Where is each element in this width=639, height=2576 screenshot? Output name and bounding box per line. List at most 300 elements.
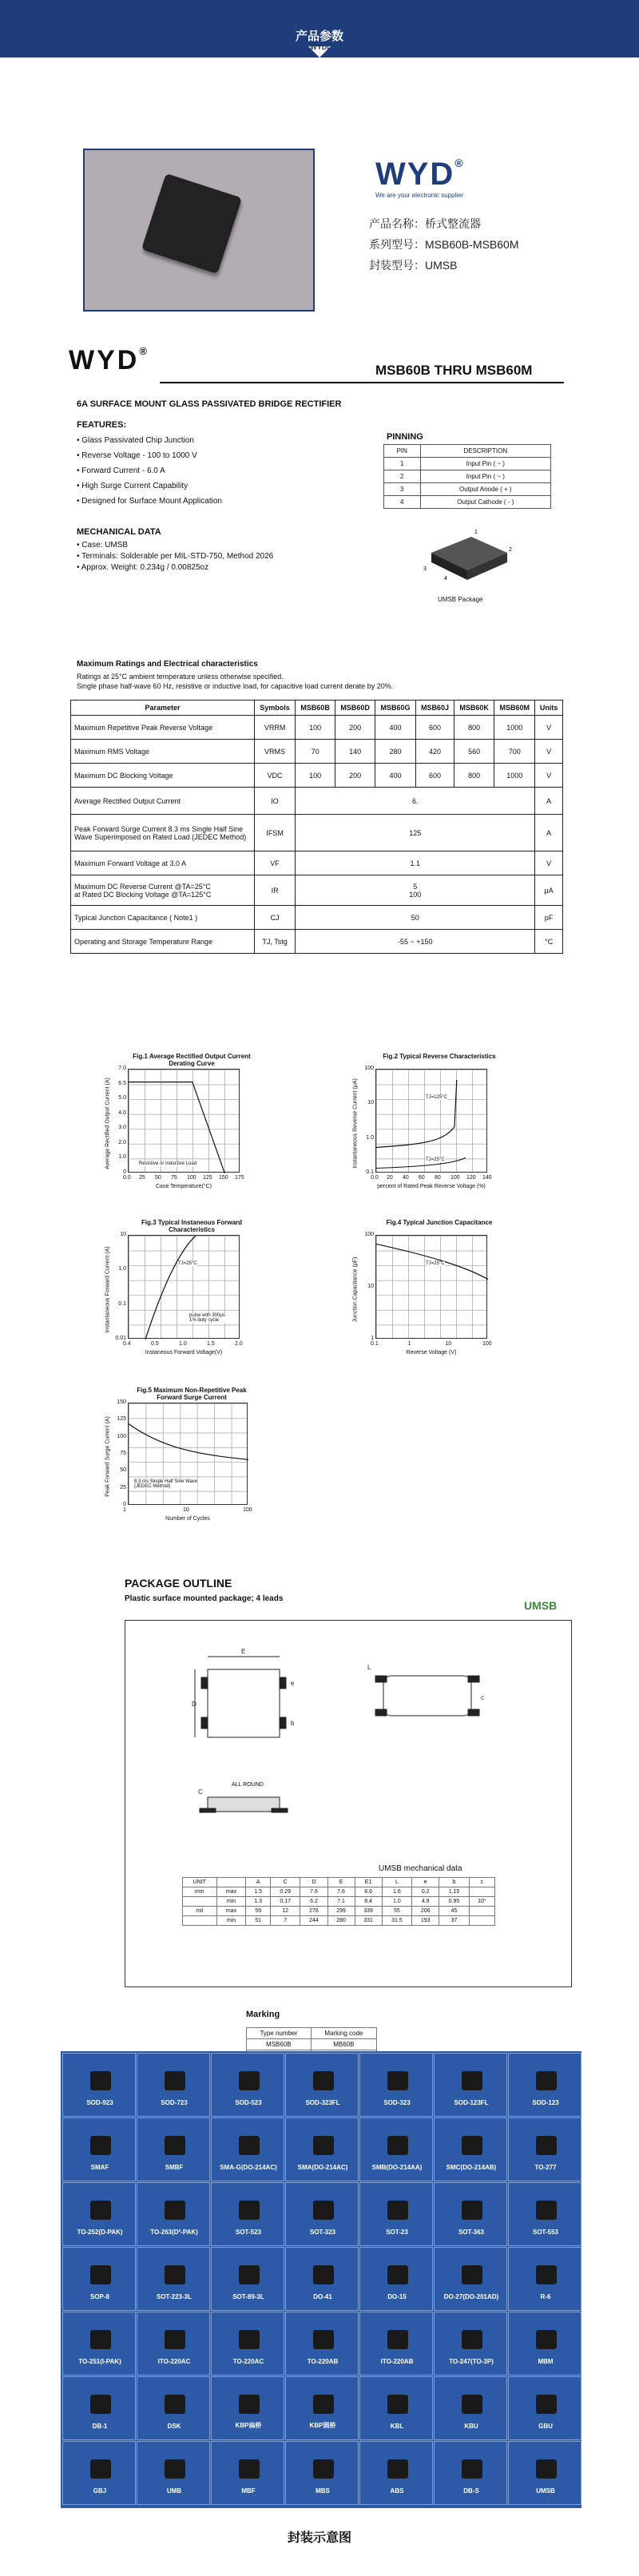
dims-cell: 4.9 — [412, 1897, 439, 1907]
symbol-cell: IO — [255, 788, 296, 815]
param-cell: Peak Forward Surge Current 8.3 ms Single Half Sine Wave Superimposed on Rated Load (JEDEC Method) — [71, 815, 255, 851]
pin-number: 2 — [384, 470, 421, 483]
package-icon — [536, 2330, 557, 2349]
graph-curve — [376, 1236, 488, 1340]
feature-item: • Reverse Voltage - 100 to 1000 V — [77, 451, 197, 460]
y-tick: 0.1 — [118, 1300, 126, 1307]
symbol-cell: TJ, Tstg — [255, 930, 296, 954]
package-name: SOT-523 — [235, 2229, 261, 2236]
dims-cell: 1.5 — [246, 1887, 270, 1897]
ratings-row — [71, 906, 563, 930]
curve-line — [376, 1158, 466, 1169]
x-tick: 150 — [219, 1175, 228, 1181]
package-name: TO-220AB — [307, 2358, 339, 2365]
dims-cell — [183, 1897, 217, 1907]
package-icon — [462, 2201, 482, 2220]
outline-subtitle: Plastic surface mounted package; 4 leads — [125, 1594, 284, 1603]
y-tick: 125 — [117, 1416, 126, 1423]
package-cell — [285, 2118, 359, 2181]
value-cell: 400 — [375, 764, 416, 788]
dims-cell: 280 — [327, 1916, 355, 1926]
package-name: SMA-G(DO-214AC) — [220, 2164, 277, 2171]
package-icon — [387, 2395, 408, 2414]
package-cell — [359, 2312, 433, 2376]
package-icon — [165, 2201, 185, 2220]
package-icon — [239, 2330, 260, 2349]
package-cell — [285, 2312, 359, 2376]
package-name: UMB — [166, 2487, 182, 2495]
ratings-header-cell: Parameter — [71, 701, 255, 716]
dims-cell: 8.6 — [355, 1887, 382, 1897]
package-name: TO-220AC — [232, 2358, 264, 2365]
symbol-cell: IFSM — [255, 815, 296, 851]
dims-cell: 339 — [355, 1907, 382, 1916]
graph-title: Fig.4 Typical Junction Capacitance — [386, 1219, 493, 1226]
x-tick: 10 — [183, 1507, 189, 1513]
dims-cell: 244 — [300, 1916, 327, 1926]
package-cell — [62, 2182, 136, 2246]
y-tick: 0 — [123, 1169, 126, 1175]
svg-text:2: 2 — [509, 547, 512, 553]
dims-cell — [469, 1916, 494, 1926]
package-name: R-6 — [540, 2293, 551, 2300]
symbol-cell: VDC — [255, 764, 296, 788]
package-name: SMBF — [165, 2164, 184, 2171]
datasheet-logo: WYD® — [69, 345, 149, 375]
x-tick: 1.0 — [179, 1341, 187, 1347]
package-cell — [508, 2053, 581, 2117]
package-name: DO-15 — [387, 2293, 407, 2300]
graph-plot — [128, 1069, 240, 1173]
all-round-label: ALL ROUND — [232, 1782, 264, 1788]
pin-number: 4 — [384, 496, 421, 509]
package-icon — [165, 2071, 185, 2090]
value-cell: 1000 — [494, 716, 535, 740]
package-name: SOT-89-3L — [232, 2293, 264, 2300]
package-cell — [285, 2376, 359, 2440]
y-tick: 25 — [120, 1484, 126, 1490]
product-series: MSB60B-MSB60M — [425, 238, 519, 251]
dims-cell — [183, 1916, 217, 1926]
package-icon — [536, 2395, 557, 2414]
package-name: SMA(DO-214AC) — [297, 2164, 348, 2171]
x-tick: 0.5 — [151, 1341, 159, 1347]
package-name: GBU — [538, 2423, 553, 2430]
package-icon — [313, 2071, 334, 2090]
value-cell: 800 — [454, 716, 494, 740]
package-cell — [434, 2312, 507, 2376]
ratings-header-cell: MSB60D — [335, 701, 375, 716]
package-icon — [387, 2136, 408, 2155]
dims-row — [183, 1887, 495, 1897]
dims-cell: 45 — [439, 1907, 470, 1916]
pin-package-drawing — [415, 521, 519, 593]
packages-caption: 封装示意图 — [287, 2531, 351, 2545]
graph-title: Fig.3 Typical Instaneous Forward Characteristics — [141, 1219, 243, 1233]
y-tick: 0 — [123, 1502, 126, 1507]
x-tick: 60 — [419, 1175, 425, 1181]
feature-item: • Forward Current - 6.0 A — [77, 466, 165, 475]
package-icon — [387, 2265, 408, 2284]
package-name: SMB(DO-214AA) — [371, 2164, 423, 2171]
unit-cell: V — [535, 716, 563, 740]
x-axis-label: percent of Rated Peak Reverse Voltage (%) — [377, 1184, 486, 1189]
product-name-row — [369, 216, 481, 232]
x-tick: 0.0 — [123, 1175, 131, 1181]
value-cell: 400 — [375, 716, 416, 740]
svg-text:e: e — [291, 1680, 295, 1687]
marking-cell: MB60B — [311, 2039, 376, 2050]
dims-header-cell: C — [270, 1878, 300, 1887]
package-name: DB-1 — [92, 2423, 108, 2430]
marking-row — [247, 2039, 377, 2050]
package-icon — [239, 2459, 260, 2479]
package-icon — [536, 2201, 557, 2220]
pin-description: Output Cathode ( - ) — [420, 496, 550, 509]
unit-cell: A — [535, 788, 563, 815]
graph-note: Resistive or Inductive Load — [139, 1161, 197, 1166]
package-name: TO-251(I-PAK) — [78, 2358, 121, 2365]
package-name: SOD-323FL — [305, 2099, 340, 2106]
ratings-row — [71, 716, 563, 740]
symbol-cell: CJ — [255, 906, 296, 930]
graph-plot — [375, 1235, 487, 1339]
package-cell — [211, 2376, 284, 2440]
x-axis-label: Number of Cycles — [165, 1516, 210, 1522]
pinning-table — [383, 444, 551, 509]
ratings-row — [71, 930, 563, 954]
package-name: SOD-123 — [532, 2099, 559, 2106]
dims-table — [182, 1877, 495, 1926]
x-tick: 80 — [435, 1175, 441, 1181]
product-package-label: 封装型号： — [369, 259, 425, 272]
package-icon — [239, 2201, 260, 2220]
ratings-row — [71, 815, 563, 851]
package-cell — [62, 2441, 136, 2505]
package-icon — [462, 2395, 482, 2414]
unit-cell: pF — [535, 906, 563, 930]
dims-cell: 0.29 — [270, 1887, 300, 1897]
package-cell — [137, 2376, 210, 2440]
package-name: ITO-220AB — [380, 2358, 414, 2365]
package-cell — [434, 2376, 507, 2440]
package-cell — [285, 2247, 359, 2311]
feature-item: • Designed for Surface Mount Application — [77, 497, 222, 506]
package-cell — [62, 2312, 136, 2376]
marking-cell: MSB60B — [247, 2039, 312, 2050]
package-cell — [285, 2182, 359, 2246]
dims-header-cell: b — [439, 1878, 470, 1887]
page-header — [0, 0, 639, 58]
package-icon — [90, 2395, 111, 2414]
value-cell: 6. — [296, 788, 535, 815]
unit-cell: V — [535, 740, 563, 764]
dims-cell: 55 — [382, 1907, 412, 1916]
ratings-header-cell: MSB60K — [454, 701, 494, 716]
dims-cell: 7.1 — [327, 1897, 355, 1907]
x-tick: 2.0 — [235, 1341, 243, 1347]
package-icon — [165, 2136, 185, 2155]
value-cell: 100 — [296, 716, 335, 740]
graph-note: TJ=25°C — [178, 1260, 197, 1266]
package-cell — [211, 2312, 284, 2376]
x-tick: 25 — [139, 1175, 145, 1181]
package-name: TO-247(TO-3P) — [449, 2358, 494, 2365]
svg-text:4: 4 — [444, 576, 447, 581]
package-cell — [211, 2247, 284, 2311]
dims-cell: 6.2 — [300, 1897, 327, 1907]
dims-cell: 1.15 — [439, 1887, 470, 1897]
package-name: ITO-220AC — [157, 2358, 191, 2365]
y-tick: 4.0 — [118, 1109, 126, 1116]
y-tick: 10 — [120, 1232, 126, 1237]
outline-package: UMSB — [524, 1599, 558, 1612]
dims-cell: 7.6 — [327, 1887, 355, 1897]
svg-text:D: D — [192, 1701, 196, 1708]
dims-header-cell: UNIT — [183, 1878, 217, 1887]
x-tick: 100 — [243, 1507, 252, 1513]
package-name: SOT-23 — [386, 2229, 408, 2236]
package-cell — [508, 2182, 581, 2246]
package-cell — [434, 2182, 507, 2246]
mech-item: • Approx. Weight: 0.234g / 0.00825oz — [77, 563, 209, 572]
package-cell — [508, 2376, 581, 2440]
package-icon — [462, 2459, 482, 2479]
header-logo: WYDI — [310, 43, 329, 51]
ratings-row — [71, 788, 563, 815]
y-tick: 100 — [364, 1232, 374, 1237]
svg-text:C: C — [198, 1788, 203, 1796]
outline-drawing — [192, 1645, 495, 1845]
unit-cell: °C — [535, 930, 563, 954]
x-axis-label: Case Temperature(°C) — [156, 1184, 212, 1189]
x-tick: 140 — [482, 1175, 492, 1181]
feature-item: • High Surge Current Capability — [77, 482, 189, 490]
mech-title: MECHANICAL DATA — [77, 527, 161, 537]
package-icon — [313, 2136, 334, 2155]
dims-cell: 299 — [327, 1907, 355, 1916]
product-package-row — [369, 257, 457, 273]
dims-cell: 193 — [412, 1916, 439, 1926]
y-tick: 1.0 — [366, 1134, 374, 1141]
features-title: FEATURES: — [77, 420, 127, 430]
x-tick: 50 — [155, 1175, 161, 1181]
graph-note: TJ=25°C — [426, 1260, 445, 1266]
package-name: ABS — [390, 2487, 404, 2495]
y-axis-label: Instantaneous Forward Current (A) — [105, 1246, 111, 1333]
x-tick: 0.4 — [123, 1341, 131, 1347]
mech-item: • Terminals: Solderable per MIL-STD-750, Method 2026 — [77, 552, 274, 561]
x-tick: 100 — [450, 1175, 460, 1181]
y-tick: 100 — [364, 1066, 374, 1071]
dims-cell: 12 — [270, 1907, 300, 1916]
graph-note: pulse with 300μs 1% duty cycle — [189, 1312, 225, 1323]
package-icon — [90, 2071, 111, 2090]
y-tick: 10 — [367, 1284, 374, 1289]
graph-title: Fig.1 Average Rectified Output Current Derating Curve — [133, 1053, 251, 1067]
pin-number: 1 — [384, 458, 421, 470]
value-cell: 1.1 — [296, 851, 535, 875]
ratings-header-cell: Symbols — [255, 701, 296, 716]
package-name: GBJ — [93, 2487, 107, 2495]
brand-logo: WYD® — [375, 157, 465, 192]
package-name: TO-277 — [534, 2164, 557, 2171]
y-tick: 3.0 — [118, 1125, 126, 1131]
package-cell — [137, 2118, 210, 2181]
symbol-cell: IR — [255, 875, 296, 906]
y-axis-label: Junction Capacitance (pF) — [352, 1256, 359, 1323]
package-name: SOD-123FL — [454, 2099, 489, 2106]
package-icon — [90, 2201, 111, 2220]
package-name: MBS — [316, 2487, 330, 2495]
ratings-header-cell: MSB60J — [415, 701, 454, 716]
value-cell: 125 — [296, 815, 535, 851]
package-icon — [313, 2265, 334, 2284]
package-name: SOT-323 — [309, 2229, 335, 2236]
param-cell: Maximum Forward Voltage at 3.0 A — [71, 851, 255, 875]
package-icon — [462, 2136, 482, 2155]
package-icon — [387, 2071, 408, 2090]
package-name: SOP-8 — [89, 2293, 109, 2300]
y-tick: 1.0 — [118, 1266, 126, 1272]
package-cell — [137, 2182, 210, 2246]
unit-cell: V — [535, 764, 563, 788]
ratings-header-cell: MSB60G — [375, 701, 416, 716]
graph-curve — [129, 1403, 248, 1506]
package-icon — [239, 2395, 260, 2414]
ratings-note-1: Ratings at 25°C ambient temperature unless otherwise specified. — [77, 673, 284, 681]
value-cell: 70 — [296, 740, 335, 764]
dims-cell: 7 — [270, 1916, 300, 1926]
dims-header-cell: e — [412, 1878, 439, 1887]
features-list — [77, 433, 222, 509]
dims-cell: mil — [183, 1907, 217, 1916]
x-tick: 0.1 — [371, 1341, 379, 1347]
value-cell: 420 — [415, 740, 454, 764]
y-tick: 150 — [117, 1399, 126, 1405]
dims-header-cell: D — [300, 1878, 327, 1887]
package-icon — [90, 2459, 111, 2479]
package-name: KBL — [390, 2423, 404, 2430]
marking-header-cell: Marking code — [311, 2028, 376, 2039]
package-cell — [508, 2118, 581, 2181]
graph-title: Fig.2 Typical Reverse Characteristics — [383, 1053, 496, 1060]
package-cell — [508, 2312, 581, 2376]
brand-tagline: We are your electronic supplier — [375, 192, 464, 199]
product-package: UMSB — [425, 259, 458, 272]
package-icon — [165, 2395, 185, 2414]
mech-item: • Case: UMSB — [77, 541, 129, 550]
param-cell: Maximum DC Blocking Voltage — [71, 764, 255, 788]
dims-header-cell: L — [382, 1878, 412, 1887]
param-cell: Typical Junction Capacitance ( Note1 ) — [71, 906, 255, 930]
ratings-row — [71, 851, 563, 875]
package-icon — [462, 2330, 482, 2349]
package-icon — [239, 2265, 260, 2284]
x-axis-label: Reverse Voltage (V) — [406, 1350, 457, 1355]
graph-plot — [128, 1403, 248, 1505]
value-cell: 280 — [375, 740, 416, 764]
value-cell: 560 — [454, 740, 494, 764]
package-icon — [239, 2071, 260, 2090]
x-tick: 120 — [466, 1175, 476, 1181]
dims-header-cell — [216, 1878, 246, 1887]
package-icon — [90, 2265, 111, 2284]
y-tick: 1.0 — [118, 1154, 126, 1161]
part-range: MSB60B THRU MSB60M — [375, 363, 533, 378]
unit-cell: μA — [535, 875, 563, 906]
value-cell: 1000 — [494, 764, 535, 788]
package-cell — [508, 2441, 581, 2505]
param-cell: Maximum RMS Voltage — [71, 740, 255, 764]
param-cell: Operating and Storage Temperature Range — [71, 930, 255, 954]
package-cell — [434, 2247, 507, 2311]
pin-header: PIN — [384, 445, 421, 458]
x-tick: 125 — [203, 1175, 212, 1181]
ratings-header-cell: MSB60M — [494, 701, 535, 716]
package-icon — [536, 2136, 557, 2155]
y-tick: 5.0 — [118, 1095, 126, 1101]
value-cell: -55 ~ +150 — [296, 930, 535, 954]
curve-line — [129, 1424, 248, 1460]
symbol-cell: VF — [255, 851, 296, 875]
package-cell — [62, 2247, 136, 2311]
package-icon — [536, 2459, 557, 2479]
x-tick: 10 — [445, 1341, 452, 1347]
package-icon — [536, 2071, 557, 2090]
package-cell — [137, 2312, 210, 2376]
svg-text:c: c — [481, 1694, 484, 1701]
dims-cell: 31.5 — [382, 1916, 412, 1926]
x-tick: 75 — [171, 1175, 177, 1181]
package-name: KBU — [464, 2423, 478, 2430]
x-tick: 0.0 — [371, 1175, 379, 1181]
outline-title: PACKAGE OUTLINE — [125, 1577, 232, 1590]
package-name: SOT-363 — [458, 2229, 484, 2236]
y-tick: 10 — [367, 1100, 374, 1106]
package-icon — [387, 2459, 408, 2479]
y-tick: 2.0 — [118, 1139, 126, 1145]
dims-cell: 0.2 — [412, 1887, 439, 1897]
package-icon — [313, 2395, 334, 2414]
value-cell: 600 — [415, 716, 454, 740]
package-icon — [165, 2265, 185, 2284]
package-cell — [508, 2247, 581, 2311]
dims-cell: 331 — [355, 1916, 382, 1926]
pin-number: 3 — [384, 483, 421, 496]
package-name: DO-27(DO-201AD) — [443, 2293, 499, 2300]
value-cell: 100 — [296, 764, 335, 788]
package-cell — [359, 2118, 433, 2181]
dims-header-cell: E1 — [355, 1878, 382, 1887]
svg-text:L: L — [367, 1664, 371, 1671]
package-name: SOD-723 — [161, 2099, 188, 2106]
package-name: DB-S — [463, 2487, 479, 2495]
dims-header-cell: A — [246, 1878, 270, 1887]
package-name: DSK — [167, 2423, 181, 2430]
graph-curve — [129, 1070, 240, 1173]
value-cell: 600 — [415, 764, 454, 788]
param-cell: Maximum DC Reverse Current @TA=25°C at Rated DC Blocking Voltage @TA=125°C — [71, 875, 255, 906]
y-tick: 75 — [120, 1451, 126, 1456]
package-name: KBP圆桥 — [309, 2422, 336, 2429]
x-axis-label: Instaneous Forward Voltage(V) — [145, 1350, 223, 1355]
pinning-title: PINNING — [387, 432, 423, 442]
value-cell: 50 — [296, 906, 535, 930]
package-name: TO-252(D-PAK) — [77, 2229, 123, 2236]
dims-header-cell: c — [469, 1878, 494, 1887]
package-icon — [387, 2330, 408, 2349]
